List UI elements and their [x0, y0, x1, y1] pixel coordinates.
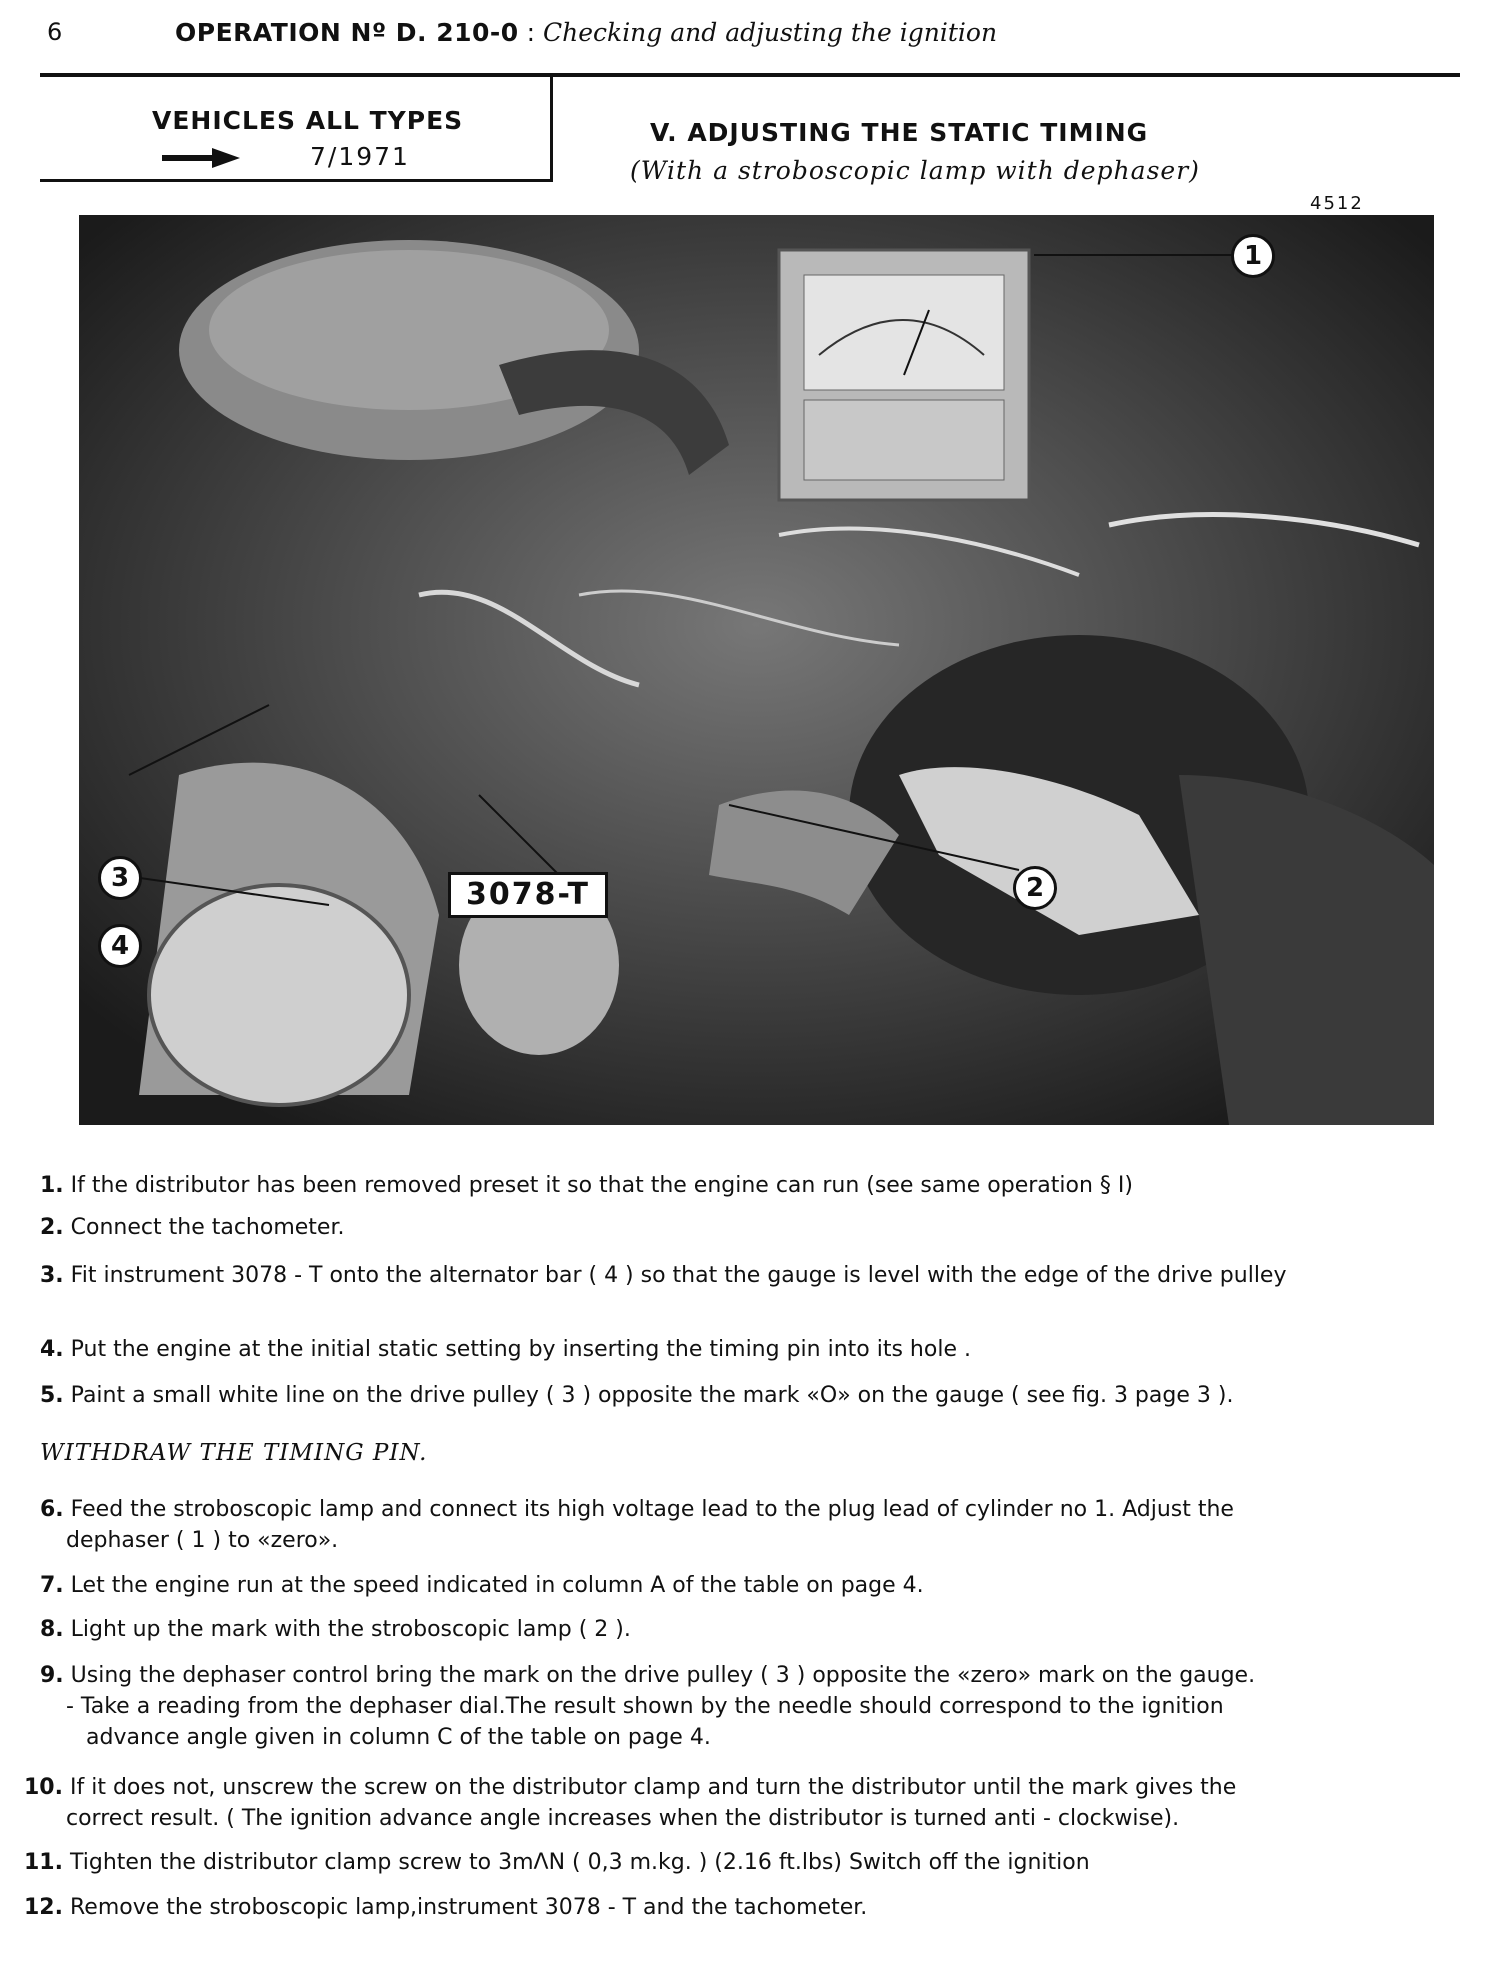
tool-label: 3078-T — [448, 872, 608, 918]
step-6 — [40, 1494, 1234, 1556]
step-10 — [24, 1772, 1236, 1834]
step-number: 3. — [40, 1263, 64, 1288]
vehicle-date: 7/1971 — [310, 142, 410, 171]
step-number: 9. — [40, 1663, 64, 1688]
step-text: Light up the mark with the stroboscopic lamp ( 2 ). — [70, 1617, 631, 1642]
step-12 — [24, 1892, 867, 1923]
step-number: 5. — [40, 1383, 64, 1408]
step-number: 1. — [40, 1173, 64, 1198]
step-text-cont: advance angle given in column C of the table on page 4. — [86, 1725, 711, 1750]
step-text: Feed the stroboscopic lamp and connect its high voltage lead to the plug lead of cylinder no 1. Adjust the — [70, 1497, 1234, 1522]
figure-number: 4512 — [1310, 193, 1364, 214]
step-text: Connect the tachometer. — [70, 1215, 345, 1240]
step-number: 12. — [24, 1895, 63, 1920]
step-number: 10. — [24, 1775, 63, 1800]
vehicle-types: VEHICLES ALL TYPES — [152, 106, 464, 135]
operation-code: OPERATION Nº D. 210-0 — [175, 18, 519, 47]
section-subtitle: (With a stroboscopic lamp with dephaser) — [630, 156, 1200, 185]
title-separator: : — [518, 18, 544, 47]
step-text: Fit instrument 3078 - T onto the alternator bar ( 4 ) so that the gauge is level with the edge of the drive pulley — [70, 1263, 1287, 1288]
step-11 — [24, 1847, 1090, 1878]
callout-2: 2 — [1013, 866, 1057, 910]
step-text: Paint a small white line on the drive pulley ( 3 ) opposite the mark «O» on the gauge ( see fig. 3 page 3 ). — [70, 1383, 1234, 1408]
step-text: Remove the stroboscopic lamp,instrument 3078 - T and the tachometer. — [69, 1895, 868, 1920]
step-text: If it does not, unscrew the screw on the distributor clamp and turn the distributor until the mark gives the — [69, 1775, 1237, 1800]
step-5 — [40, 1380, 1233, 1411]
step-text: Using the dephaser control bring the mark on the drive pulley ( 3 ) opposite the «zero» mark on the gauge. — [70, 1663, 1256, 1688]
step-3 — [40, 1260, 1286, 1291]
step-7 — [40, 1570, 924, 1601]
step-8 — [40, 1614, 631, 1645]
step-text: Let the engine run at the speed indicated in column A of the table on page 4. — [70, 1573, 924, 1598]
callout-4: 4 — [98, 924, 142, 968]
step-9 — [40, 1660, 1255, 1753]
section-title: V. ADJUSTING THE STATIC TIMING — [650, 118, 1149, 147]
withdraw-note: WITHDRAW THE TIMING PIN. — [40, 1440, 428, 1466]
step-number: 11. — [24, 1850, 63, 1875]
step-number: 8. — [40, 1617, 64, 1642]
step-text: If the distributor has been removed preset it so that the engine can run (see same operation § I) — [70, 1173, 1133, 1198]
step-text: Put the engine at the initial static setting by inserting the timing pin into its hole . — [70, 1337, 971, 1362]
step-4 — [40, 1334, 971, 1365]
step-2 — [40, 1212, 344, 1243]
step-text-cont: correct result. ( The ignition advance angle increases when the distributor is turned anti - clockwise). — [66, 1806, 1180, 1831]
callout-1: 1 — [1231, 234, 1275, 278]
step-number: 2. — [40, 1215, 64, 1240]
step-1 — [40, 1170, 1133, 1201]
step-text-cont: - Take a reading from the dephaser dial.The result shown by the needle should correspond to the ignition — [66, 1694, 1224, 1719]
page-number: 6 — [47, 18, 63, 46]
step-number: 7. — [40, 1573, 64, 1598]
step-text-cont: dephaser ( 1 ) to «zero». — [66, 1528, 339, 1553]
step-number: 6. — [40, 1497, 64, 1522]
callout-3: 3 — [98, 856, 142, 900]
step-number: 4. — [40, 1337, 64, 1362]
operation-subject: Checking and adjusting the ignition — [543, 18, 998, 47]
step-text: Tighten the distributor clamp screw to 3mΛN ( 0,3 m.kg. ) (2.16 ft.lbs) Switch off the ignition — [69, 1850, 1090, 1875]
